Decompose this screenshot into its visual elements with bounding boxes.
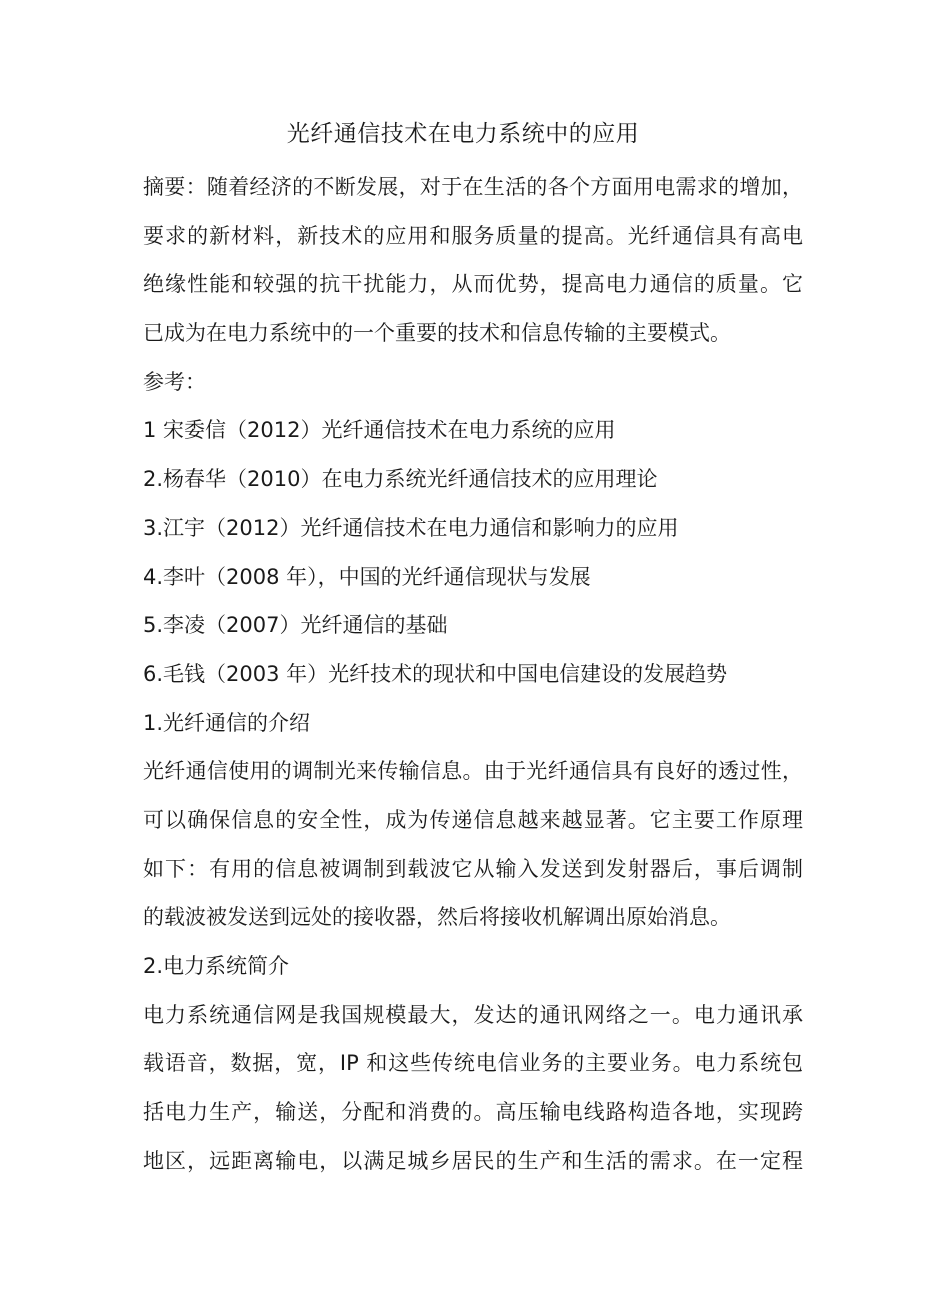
text-line: 电力系统通信网是我国规模最大，发达的通讯网络之一。电力通讯承 (143, 1002, 803, 1027)
text-line: 摘要：随着经济的不断发展，对于在生活的各个方面用电需求的增加， (143, 175, 803, 199)
text-line: 1.光纤通信的介绍 (143, 710, 311, 735)
text-line: 要求的新材料，新技术的应用和服务质量的提高。光纤通信具有高电 (143, 223, 803, 248)
text-line: 光纤通信使用的调制光来传输信息。由于光纤通信具有良好的透过性， (143, 759, 803, 784)
document-title: 光纤通信技术在电力系统中的应用 (286, 121, 640, 147)
text-line: 4.李叶（2008 年），中国的光纤通信现状与发展 (143, 564, 591, 589)
text-line: 5.李凌（2007）光纤通信的基础 (143, 613, 448, 638)
text-line: 如下：有用的信息被调制到载波它从输入发送到发射器后，事后调制 (143, 856, 803, 881)
text-line: 1 宋委信（2012）光纤通信技术在电力系统的应用 (143, 418, 616, 443)
text-line: 载语音，数据，宽，IP 和这些传统电信业务的主要业务。电力系统包 (143, 1051, 803, 1076)
text-line: 2.杨春华（2010）在电力系统光纤通信技术的应用理论 (143, 467, 658, 492)
text-line: 可以确保信息的安全性，成为传递信息越来越显著。它主要工作原理 (143, 807, 803, 832)
text-line: 括电力生产，输送，分配和消费的。高压输电线路构造各地，实现跨 (143, 1100, 803, 1125)
text-line: 3.江宇（2012）光纤通信技术在电力通信和影响力的应用 (143, 515, 679, 540)
text-line: 参考： (143, 369, 206, 394)
document-body (143, 163, 803, 1185)
text-line: 已成为在电力系统中的一个重要的技术和信息传输的主要模式。 (143, 321, 731, 346)
text-line: 2.电力系统简介 (143, 954, 290, 978)
text-line: 的载波被发送到远处的接收器，然后将接收机解调出原始消息。 (143, 905, 731, 930)
text-line: 地区，远距离输电，以满足城乡居民的生产和生活的需求。在一定程 (143, 1148, 803, 1173)
text-line: 绝缘性能和较强的抗干扰能力，从而优势，提高电力通信的质量。它 (143, 272, 803, 297)
text-line: 6.毛钱（2003 年）光纤技术的现状和中国电信建设的发展趋势 (143, 661, 728, 686)
